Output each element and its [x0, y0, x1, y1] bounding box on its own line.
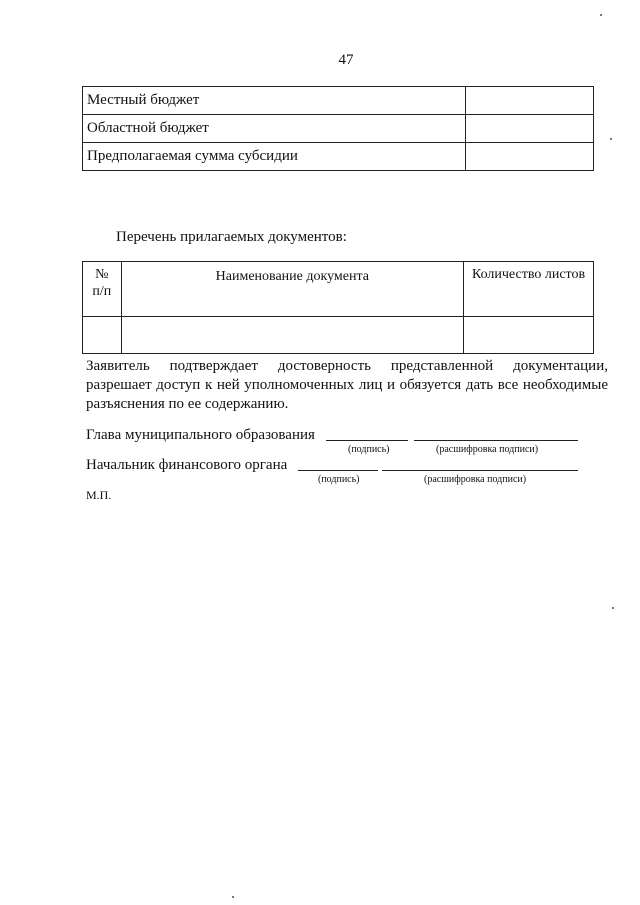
budget-row-value	[466, 115, 594, 143]
budget-row-value	[466, 143, 594, 171]
stamp-place: М.П.	[86, 488, 112, 502]
documents-list-title: Перечень прилагаемых документов:	[116, 229, 347, 245]
table-row	[83, 115, 594, 143]
header-number-cell	[83, 262, 122, 317]
head-sign-caption: (подпись)	[348, 444, 390, 455]
header-sheet-count: Количество листов	[464, 262, 594, 317]
budget-row-value	[466, 87, 594, 115]
finance-decode-caption: (расшифровка подписи)	[424, 474, 527, 485]
table-row	[83, 143, 594, 171]
scan-speck	[600, 14, 602, 16]
applicant-statement: Заявитель подтверждает достоверность представленной документации, разрешает доступ к ней уполномоченных лиц и обязуется дать все необходимые разъяснения по ее содержанию.	[86, 358, 608, 412]
scan-speck	[232, 896, 234, 898]
header-number-line2: п/п	[92, 284, 112, 299]
scan-speck	[612, 607, 614, 609]
header-number-line1: №	[95, 267, 109, 282]
row-number	[83, 317, 122, 354]
finance-signature-line	[298, 470, 378, 471]
finance-decode-line	[382, 470, 578, 471]
row-document-name	[121, 317, 463, 354]
table-row	[83, 87, 594, 115]
page-number: 47	[338, 52, 354, 68]
budget-row-label: Предполагаемая сумма субсидии	[83, 143, 466, 171]
budget-table	[82, 86, 594, 171]
table-row	[83, 317, 594, 354]
head-decode-line	[414, 440, 578, 441]
head-signature-label: Глава муниципального образования	[86, 427, 315, 443]
row-sheet-count	[464, 317, 594, 354]
finance-sign-caption: (подпись)	[318, 474, 360, 485]
budget-row-label: Областной бюджет	[83, 115, 466, 143]
header-document-name: Наименование документа	[121, 262, 463, 317]
finance-signature-label: Начальник финансового органа	[86, 457, 288, 473]
documents-table	[82, 261, 594, 354]
budget-row-label: Местный бюджет	[83, 87, 466, 115]
head-signature-line	[326, 440, 408, 441]
head-decode-caption: (расшифровка подписи)	[436, 444, 539, 455]
scan-speck	[610, 138, 612, 140]
table-header-row	[83, 262, 594, 317]
